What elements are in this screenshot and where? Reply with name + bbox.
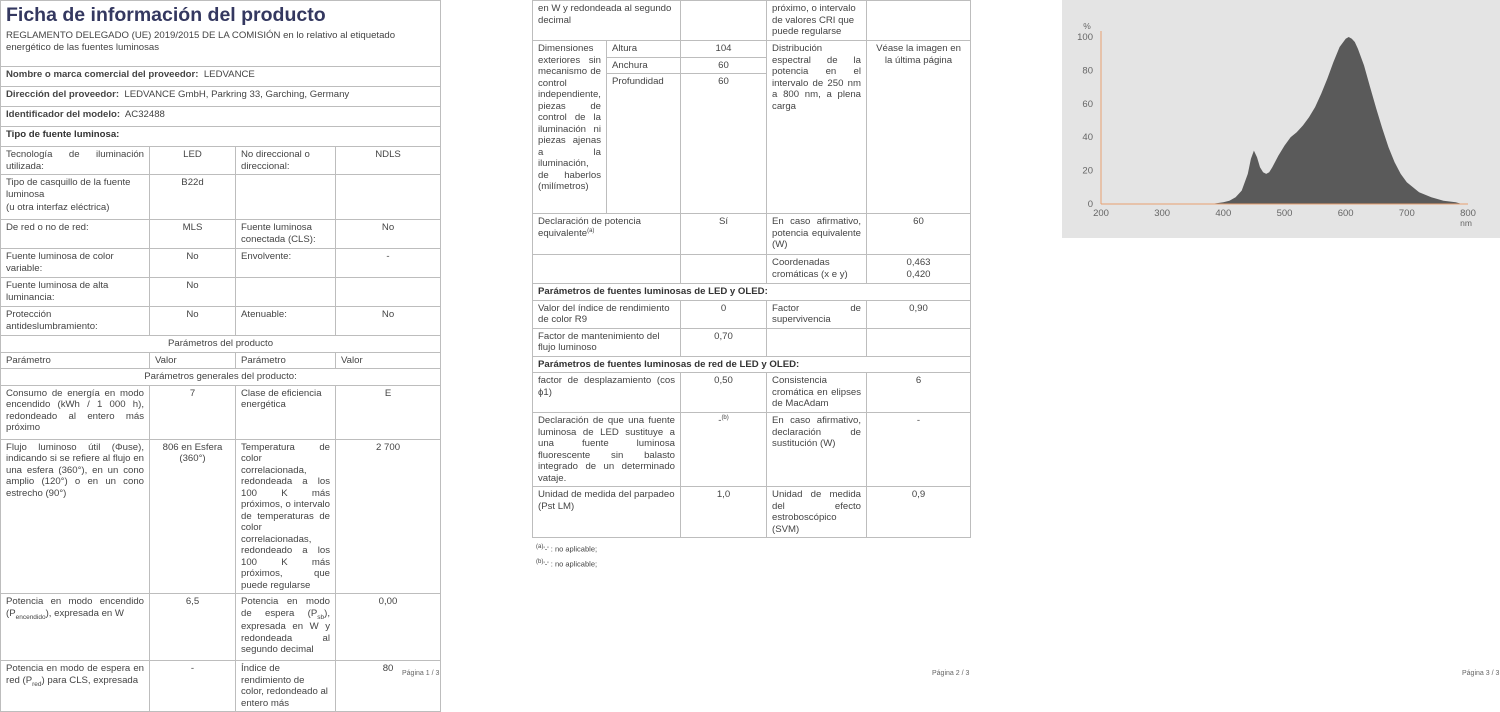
cap-label <box>1 175 150 220</box>
maint-value: 0,70 <box>681 328 767 356</box>
net-standby-label-sub: red <box>32 680 42 688</box>
supplier-address-row <box>1 87 441 107</box>
x-tick-label: 500 <box>1276 208 1293 219</box>
x-tick-label: 200 <box>1093 208 1109 219</box>
y-tick-label: 0 <box>1087 199 1093 210</box>
source-type-header: Tipo de fuente luminosa: <box>1 127 441 147</box>
maint-label: Factor de mantenimiento del flujo luminoso <box>533 328 681 356</box>
energy-class-label: Clase de eficiencia energética <box>236 385 336 439</box>
empty-cell <box>236 278 336 307</box>
regulation-subtitle: REGLAMENTO DELEGADO (UE) 2019/2015 DE LA COMISIÓN en lo relativo al etiquetado energético de las fuentes luminosas <box>6 30 396 53</box>
y-tick-label: 40 <box>1082 132 1093 144</box>
width-label: Anchura <box>607 57 681 74</box>
x-tick-label: 300 <box>1154 208 1171 219</box>
consistency-value: 6 <box>867 373 971 413</box>
replace-value-text: - <box>718 415 722 427</box>
cap-label-line2: (u otra interfaz eléctrica) <box>6 202 110 213</box>
page-2 <box>532 0 970 572</box>
dimmable-label: Atenuable: <box>236 307 336 336</box>
footnote-a <box>536 542 970 557</box>
page-number-2: Página 2 / 3 <box>932 670 970 677</box>
displacement-label: factor de desplazamiento (cos ϕ1) <box>533 373 681 413</box>
y-tick-label: 20 <box>1082 165 1093 177</box>
spd-label: Distribución espectral de la potencia en el intervalo de 250 nm a 800 nm, a plena carga <box>767 41 867 214</box>
model-row <box>1 107 441 127</box>
r9-value: 0 <box>681 300 767 328</box>
spectrum-area <box>1211 37 1462 204</box>
strobo-value: 0,9 <box>867 487 971 538</box>
standby-value: 0,00 <box>336 594 441 661</box>
y-tick-label: 80 <box>1082 65 1093 77</box>
survival-label: Factor de supervivencia <box>767 300 867 328</box>
x-axis-unit: nm <box>1460 218 1472 228</box>
replace-power-label: En caso afirmativo, declaración de sustitución (W) <box>767 413 867 487</box>
on-power-value: 6,5 <box>150 594 236 661</box>
cap-label-line1: Tipo de casquillo de la fuente luminosa <box>6 177 131 200</box>
y-tick-label: 60 <box>1082 98 1093 110</box>
consistency-label: Consistencia cromática en elipses de MacAdam <box>767 373 867 413</box>
x-tick-label: 700 <box>1398 208 1415 219</box>
col-param: Parámetro <box>1 352 150 369</box>
y-tick-label: 100 <box>1077 32 1093 43</box>
col-value: Valor <box>336 352 441 369</box>
dimensions-label: Dimensiones exteriores sin mecanismo de control independiente, piezas de control de la iluminación ni piezas ajenas a la iluminación, de haberlos (milímetros) <box>533 41 607 214</box>
x-tick-label: 400 <box>1215 208 1232 219</box>
page-number-3: Página 3 / 3 <box>1462 670 1500 677</box>
colour-tunable-label: Fuente luminosa de color variable: <box>1 249 150 278</box>
footnote-b-text: '-' : no aplicable; <box>543 559 598 569</box>
tech-label: Tecnología de iluminación utilizada: <box>1 147 150 175</box>
cri-value: 80 <box>336 661 441 712</box>
net-standby-label <box>1 661 150 712</box>
cap-value: B22d <box>150 175 236 220</box>
equiv-value: Sí <box>681 214 767 255</box>
product-info-table-p2 <box>532 0 971 538</box>
spd-value: Véase la imagen en la última página <box>867 41 971 214</box>
chroma-y: 0,420 <box>906 268 931 280</box>
chroma-x: 0,463 <box>906 257 931 268</box>
on-power-label-b: ), expresada en W <box>45 607 124 619</box>
height-value: 104 <box>681 41 767 58</box>
page-title: Ficha de información del producto <box>6 4 326 26</box>
depth-value: 60 <box>681 74 767 214</box>
high-lum-label: Fuente luminosa de alta luminancia: <box>1 278 150 307</box>
replace-value <box>681 413 767 487</box>
empty-cell <box>533 255 681 284</box>
on-power-label-sub: encendido <box>15 613 46 621</box>
page-number-1: Página 1 / 3 <box>402 670 440 677</box>
standby-label-sub: sb <box>317 613 325 621</box>
equiv-label <box>533 214 681 255</box>
empty-cell <box>236 175 336 220</box>
led-params-header: Parámetros de fuentes luminosas de LED y OLED: <box>533 284 971 301</box>
model-id: AC32488 <box>124 109 165 120</box>
energy-label: Consumo de energía en modo encendido (kWh / 1 000 h), redondeado al entero más próximo <box>1 385 150 439</box>
supplier-name: LEDVANCE <box>203 69 255 80</box>
equiv-power-value: 60 <box>867 214 971 255</box>
anti-glare-label: Protección antideslumbramiento: <box>1 307 150 336</box>
empty-cell <box>767 328 867 356</box>
model-label: Identificador del modelo: <box>6 109 121 120</box>
replace-power-value: - <box>867 413 971 487</box>
envelope-label: Envolvente: <box>236 249 336 278</box>
flicker-value: 1,0 <box>681 487 767 538</box>
high-lum-value: No <box>150 278 236 307</box>
equiv-label-text: Declaración de potencia equivalente <box>538 216 641 239</box>
footnote-b-mark: (b) <box>536 558 544 565</box>
displacement-value: 0,50 <box>681 373 767 413</box>
y-axis-unit: % <box>1083 21 1091 31</box>
cri-label: Índice de rendimiento de color, redondeado al entero más <box>236 661 336 712</box>
cls-value: No <box>336 220 441 249</box>
supplier-name-label: Nombre o marca comercial del proveedor: <box>6 69 199 80</box>
cct-value: 2 700 <box>336 439 441 594</box>
chroma-label: Coordenadas cromáticas (x e y) <box>767 255 867 284</box>
footnote-a-text: '-' : no aplicable; <box>543 544 598 554</box>
general-params-header: Parámetros generales del producto: <box>1 369 441 386</box>
dimmable-value: No <box>336 307 441 336</box>
anti-glare-value: No <box>150 307 236 336</box>
footnote-b <box>536 557 970 572</box>
page-1 <box>0 0 440 712</box>
directional-label: No direccional o direccional: <box>236 147 336 175</box>
net-standby-value: - <box>150 661 236 712</box>
equiv-footnote-mark: (a) <box>587 227 595 234</box>
cct-label: Temperatura de color correlacionada, redondeada a los 100 K más próximos, o intervalo de temperaturas de color correlacionadas, redondeado a los 100 K más próximos, que puede regularse <box>236 439 336 594</box>
on-power-label-a: Potencia en modo encendido (P <box>6 596 144 619</box>
equiv-power-label: En caso afirmativo, potencia equivalente (W) <box>767 214 867 255</box>
x-tick-label: 800 <box>1460 208 1476 219</box>
supplier-address-label: Dirección del proveedor: <box>6 89 120 100</box>
depth-label: Profundidad <box>607 74 681 214</box>
mains-label: De red o no de red: <box>1 220 150 249</box>
empty-cell <box>681 255 767 284</box>
colour-tunable-value: No <box>150 249 236 278</box>
empty-cell <box>336 175 441 220</box>
r9-label: Valor del índice de rendimiento de color R9 <box>533 300 681 328</box>
empty-cell <box>867 1 971 41</box>
empty-cell <box>681 1 767 41</box>
spectral-distribution-chart <box>1062 0 1500 238</box>
product-info-table-p1 <box>0 0 441 712</box>
net-standby-label-b: ) para CLS, expresada <box>41 674 139 686</box>
standby-label-b: ), expresada en W y redondeada al segundo decimal <box>241 607 330 656</box>
energy-value: 7 <box>150 385 236 439</box>
supplier-address: LEDVANCE GmbH, Parkring 33, Garching, Germany <box>124 89 350 100</box>
directional-value: NDLS <box>336 147 441 175</box>
replace-footnote-mark: (b) <box>721 415 729 421</box>
spectral-chart <box>1062 0 1500 238</box>
footnote-a-mark: (a) <box>536 544 544 550</box>
flux-value: 806 en Esfera (360°) <box>150 439 236 594</box>
replace-label: Declaración de que una fuente luminosa de LED sustituye a una fuente luminosa fluorescente sin balasto integrado de un determinado vataje. <box>533 413 681 487</box>
width-value: 60 <box>681 57 767 74</box>
col-param: Parámetro <box>236 352 336 369</box>
led-mains-params-header: Parámetros de fuentes luminosas de red de LED y OLED: <box>533 356 971 373</box>
strobo-label: Unidad de medida del efecto estroboscópico (SVM) <box>767 487 867 538</box>
product-params-header: Parámetros del producto <box>1 336 441 353</box>
height-label: Altura <box>607 41 681 58</box>
envelope-value: - <box>336 249 441 278</box>
energy-class-value: E <box>336 385 441 439</box>
flicker-label: Unidad de medida del parpadeo (Pst LM) <box>533 487 681 538</box>
empty-cell <box>867 328 971 356</box>
net-standby-label-a: Potencia en modo de espera en red (P <box>6 663 144 686</box>
chroma-values <box>867 255 971 284</box>
supplier-name-row <box>1 67 441 87</box>
flux-label: Flujo luminoso útil (Φuse), indicando si se refiere al flujo en una esfera (360°), en un cono amplio (120°) o en un cono estrecho (90°) <box>1 439 150 594</box>
on-power-label <box>1 594 150 661</box>
cri-cont-label: próximo, o intervalo de valores CRI que puede regularse <box>767 1 867 41</box>
standby-label-a: Potencia en modo de espera (P <box>241 596 330 619</box>
col-value: Valor <box>150 352 236 369</box>
footnotes <box>532 542 970 572</box>
standby-label <box>236 594 336 661</box>
cls-label: Fuente luminosa conectada (CLS): <box>236 220 336 249</box>
empty-cell <box>336 278 441 307</box>
x-tick-label: 600 <box>1337 208 1354 219</box>
tech-value: LED <box>150 147 236 175</box>
survival-value: 0,90 <box>867 300 971 328</box>
mains-value: MLS <box>150 220 236 249</box>
standby-cont-label: en W y redondeada al segundo decimal <box>533 1 681 41</box>
